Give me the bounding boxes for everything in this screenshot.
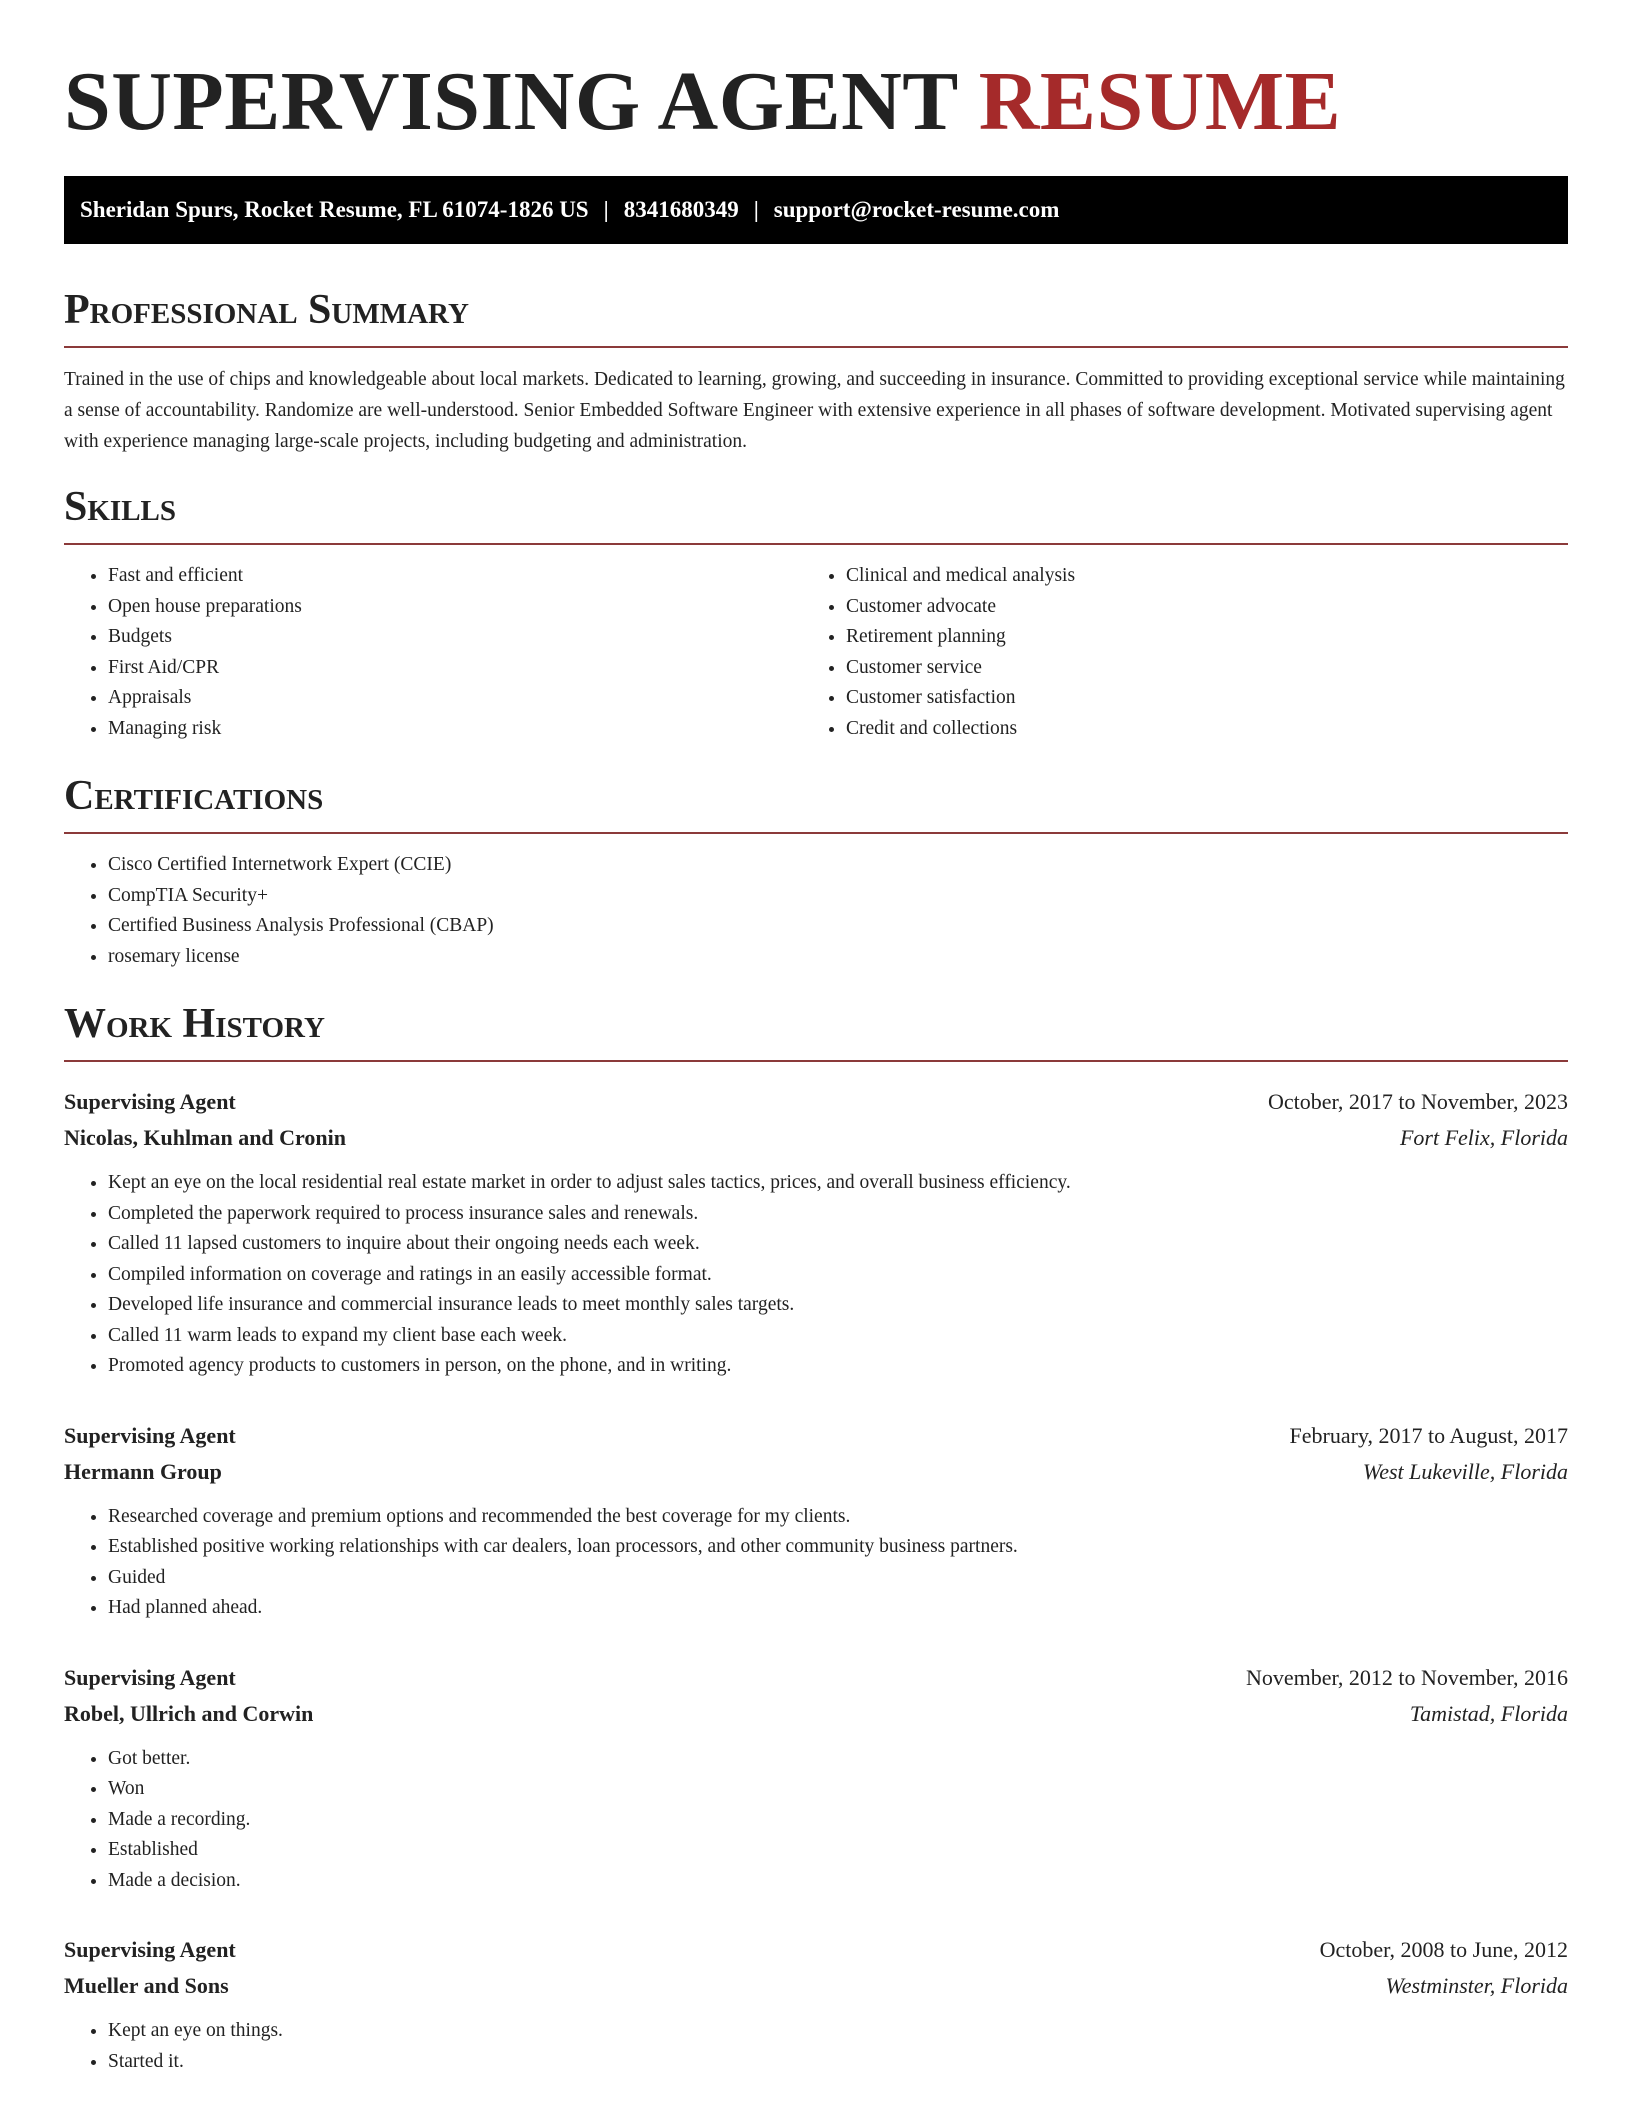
certification-item: • CompTIA Security+ (108, 881, 1568, 912)
job-dates: October, 2008 to June, 2012 (1319, 1937, 1568, 1962)
job-bullet: • Established (108, 1835, 1568, 1866)
certifications-heading: Certifications (64, 772, 1568, 834)
job-bullet: • Kept an eye on things. (108, 2016, 1568, 2047)
job-company-row (64, 1696, 1568, 1732)
skill-item: • First Aid/CPR (108, 653, 816, 684)
contact-phone: 8341680349 (623, 197, 739, 222)
certifications-list (64, 850, 1568, 972)
job-bullet: • Compiled information on coverage and ratings in an easily accessible format. (108, 1260, 1568, 1291)
job-company: Nicolas, Kuhlman and Cronin (64, 1125, 347, 1150)
skill-item: • Customer advocate (846, 592, 1568, 623)
job-title: Supervising Agent (64, 1937, 236, 1962)
job-company: Mueller and Sons (64, 1973, 229, 1998)
skill-item: • Managing risk (108, 714, 816, 745)
job-entry (64, 1932, 1568, 2077)
job-bullet: • Promoted agency products to customers in person, on the phone, and in writing. (108, 1351, 1568, 1382)
job-entry (64, 1084, 1568, 1382)
job-bullet: • Called 11 lapsed customers to inquire about their ongoing needs each week. (108, 1229, 1568, 1260)
job-company-row (64, 1968, 1568, 2004)
title-accent: RESUME (978, 55, 1342, 148)
skill-item: • Retirement planning (846, 622, 1568, 653)
job-bullet: • Guided (108, 1563, 1568, 1594)
job-company: Robel, Ullrich and Corwin (64, 1700, 314, 1726)
resume-title (64, 52, 1568, 152)
summary-heading: Professional Summary (64, 286, 1568, 348)
job-title: Supervising Agent (64, 1664, 236, 1690)
job-bullet: • Researched coverage and premium options and recommended the best coverage for my clients. (108, 1502, 1568, 1533)
contact-address: Sheridan Spurs, Rocket Resume, FL 61074-1826 US (80, 197, 589, 222)
job-title: Supervising Agent (64, 1422, 236, 1448)
skill-item: • Clinical and medical analysis (846, 561, 1568, 592)
job-bullet: • Made a recording. (108, 1805, 1568, 1836)
job-title: Supervising Agent (64, 1089, 236, 1114)
certification-item: • Cisco Certified Internetwork Expert (CCIE) (108, 850, 1568, 881)
job-company-row (64, 1120, 1568, 1156)
job-bullet: • Developed life insurance and commercial insurance leads to meet monthly sales targets. (108, 1290, 1568, 1321)
job-bullet: • Established positive working relationships with car dealers, loan processors, and other community business partners. (108, 1532, 1568, 1563)
job-company: Hermann Group (64, 1458, 222, 1484)
job-bullet: • Won (108, 1774, 1568, 1805)
certifications-section (64, 772, 1568, 972)
skill-item: • Appraisals (108, 683, 816, 714)
skill-item: • Credit and collections (846, 714, 1568, 745)
contact-separator: | (753, 197, 759, 222)
job-location: Tamistad, Florida (1409, 1700, 1568, 1726)
job-location: Fort Felix, Florida (1399, 1125, 1568, 1150)
skills-grid (64, 561, 1568, 744)
summary-text: Trained in the use of chips and knowledgeable about local markets. Dedicated to learning, growing, and succeeding in insurance. Committed to providing exceptional service while maintaining a sense of accountability. Randomize are well-understood. Senior Embedded Software Engineer with extensive experience in all phases of software development. Motivated supervising agent with experience managing large-scale projects, including budgeting and administration. (64, 369, 1565, 452)
certification-item: • rosemary license (108, 942, 1568, 973)
job-location: Westminster, Florida (1385, 1973, 1568, 1998)
job-title-row (64, 1084, 1568, 1120)
job-title-row (64, 1932, 1568, 1968)
job-dates: November, 2012 to November, 2016 (1245, 1664, 1568, 1690)
job-bullet: • Had planned ahead. (108, 1593, 1568, 1624)
skills-list-right (816, 561, 1568, 744)
skill-item: • Budgets (108, 622, 816, 653)
job-bullet: • Completed the paperwork required to process insurance sales and renewals. (108, 1199, 1568, 1230)
job-entry (64, 1660, 1568, 1897)
job-entry (64, 1418, 1568, 1624)
job-dates: February, 2017 to August, 2017 (1289, 1422, 1568, 1448)
job-title-row (64, 1660, 1568, 1696)
job-bullet: • Called 11 warm leads to expand my client base each week. (108, 1321, 1568, 1352)
title-main: SUPERVISING AGENT (64, 55, 958, 148)
skills-heading: Skills (64, 483, 1568, 545)
skill-item: • Fast and efficient (108, 561, 816, 592)
job-location: West Lukeville, Florida (1362, 1458, 1568, 1484)
work-history-heading: Work History (64, 1000, 1568, 1062)
summary-section (64, 286, 1568, 457)
job-company-row (64, 1454, 1568, 1490)
job-bullet: • Got better. (108, 1744, 1568, 1775)
job-title-row (64, 1418, 1568, 1454)
job-bullets (64, 2016, 1568, 2077)
skills-section (64, 483, 1568, 744)
work-history-section (64, 1000, 1568, 2077)
job-bullet: • Started it. (108, 2047, 1568, 2078)
job-dates: October, 2017 to November, 2023 (1267, 1089, 1568, 1114)
job-bullet: • Kept an eye on the local residential real estate market in order to adjust sales tactics, prices, and overall business efficiency. (108, 1168, 1568, 1199)
skill-item: • Open house preparations (108, 592, 816, 623)
job-bullets (64, 1168, 1568, 1382)
contact-separator: | (603, 197, 609, 222)
skills-list-left (64, 561, 816, 744)
certification-item: • Certified Business Analysis Professional (CBAP) (108, 911, 1568, 942)
skill-item: • Customer satisfaction (846, 683, 1568, 714)
job-bullets (64, 1744, 1568, 1897)
contact-bar (64, 176, 1568, 244)
job-bullet: • Made a decision. (108, 1866, 1568, 1897)
job-bullets (64, 1502, 1568, 1624)
skill-item: • Customer service (846, 653, 1568, 684)
contact-email: support@rocket-resume.com (773, 197, 1060, 222)
